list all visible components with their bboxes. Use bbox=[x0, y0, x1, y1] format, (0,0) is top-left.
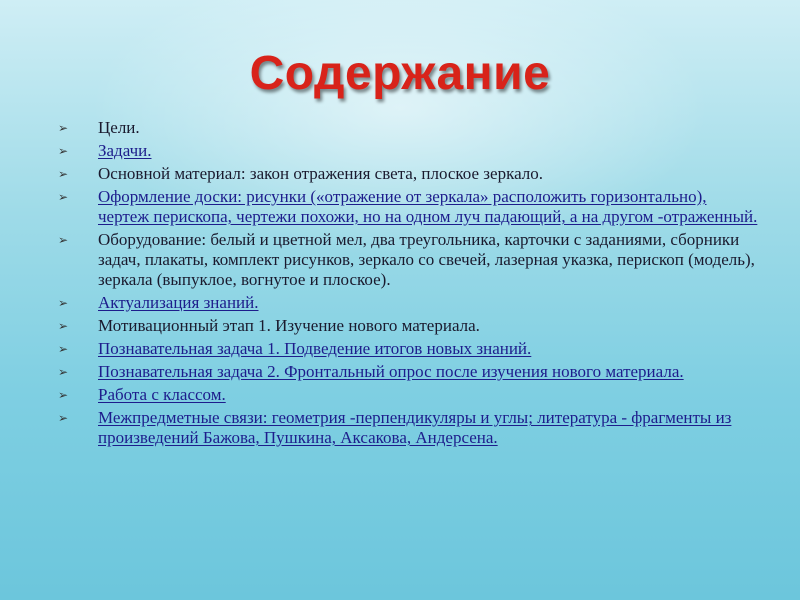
link-class-work[interactable]: Работа с классом. bbox=[98, 385, 226, 404]
contents-list bbox=[58, 118, 758, 451]
link-interdisciplinary[interactable]: Межпредметные связи: геометрия -перпендикуляры и углы; литература - фрагменты из произведений Бажова, Пушкина, Аксакова, Андерсена. bbox=[98, 408, 732, 447]
item-text-goals: Цели. bbox=[98, 118, 140, 137]
arrow-bullet-icon: ➢ bbox=[58, 190, 69, 204]
arrow-bullet-icon: ➢ bbox=[58, 121, 69, 135]
arrow-bullet-icon: ➢ bbox=[58, 342, 69, 356]
list-item bbox=[58, 164, 758, 184]
item-text-main-material: Основной материал: закон отражения света, плоское зеркало. bbox=[98, 164, 543, 183]
link-tasks[interactable]: Задачи. bbox=[98, 141, 152, 160]
arrow-bullet-icon: ➢ bbox=[58, 233, 69, 247]
list-item bbox=[58, 141, 758, 161]
link-cognitive-task-1[interactable]: Познавательная задача 1. Подведение итогов новых знаний. bbox=[98, 339, 532, 358]
arrow-bullet-icon: ➢ bbox=[58, 365, 69, 379]
list-item bbox=[58, 339, 758, 359]
item-text-motivation: Мотивационный этап 1. Изучение нового материала. bbox=[98, 316, 480, 335]
arrow-bullet-icon: ➢ bbox=[58, 296, 69, 310]
arrow-bullet-icon: ➢ bbox=[58, 167, 69, 181]
link-cognitive-task-2[interactable]: Познавательная задача 2. Фронтальный опрос после изучения нового материала. bbox=[98, 362, 684, 381]
list-item bbox=[58, 293, 758, 313]
slide-title: Содержание bbox=[249, 47, 551, 100]
item-text-equipment: Оборудование: белый и цветной мел, два треугольника, карточки с заданиями, сборники задач, плакаты, комплект рисунков, зеркало со свечей, лазерная указка, перископ (модель), зеркала (выпуклое, вогнутое и плоское). bbox=[98, 230, 755, 289]
link-board-design[interactable]: Оформление доски: рисунки («отражение от зеркала» расположить горизонтально), чертеж перископа, чертежи похожи, но на одном луч падающий, а на другом -отраженный. bbox=[98, 187, 758, 226]
list-item bbox=[58, 362, 758, 382]
list-item bbox=[58, 408, 758, 448]
link-knowledge-update[interactable]: Актуализация знаний. bbox=[98, 293, 259, 312]
list-item bbox=[58, 385, 758, 405]
list-item bbox=[58, 230, 758, 290]
arrow-bullet-icon: ➢ bbox=[58, 144, 69, 158]
list-item bbox=[58, 316, 758, 336]
arrow-bullet-icon: ➢ bbox=[58, 319, 69, 333]
list-item bbox=[58, 118, 758, 138]
arrow-bullet-icon: ➢ bbox=[58, 411, 69, 425]
arrow-bullet-icon: ➢ bbox=[58, 388, 69, 402]
list-item bbox=[58, 187, 758, 227]
